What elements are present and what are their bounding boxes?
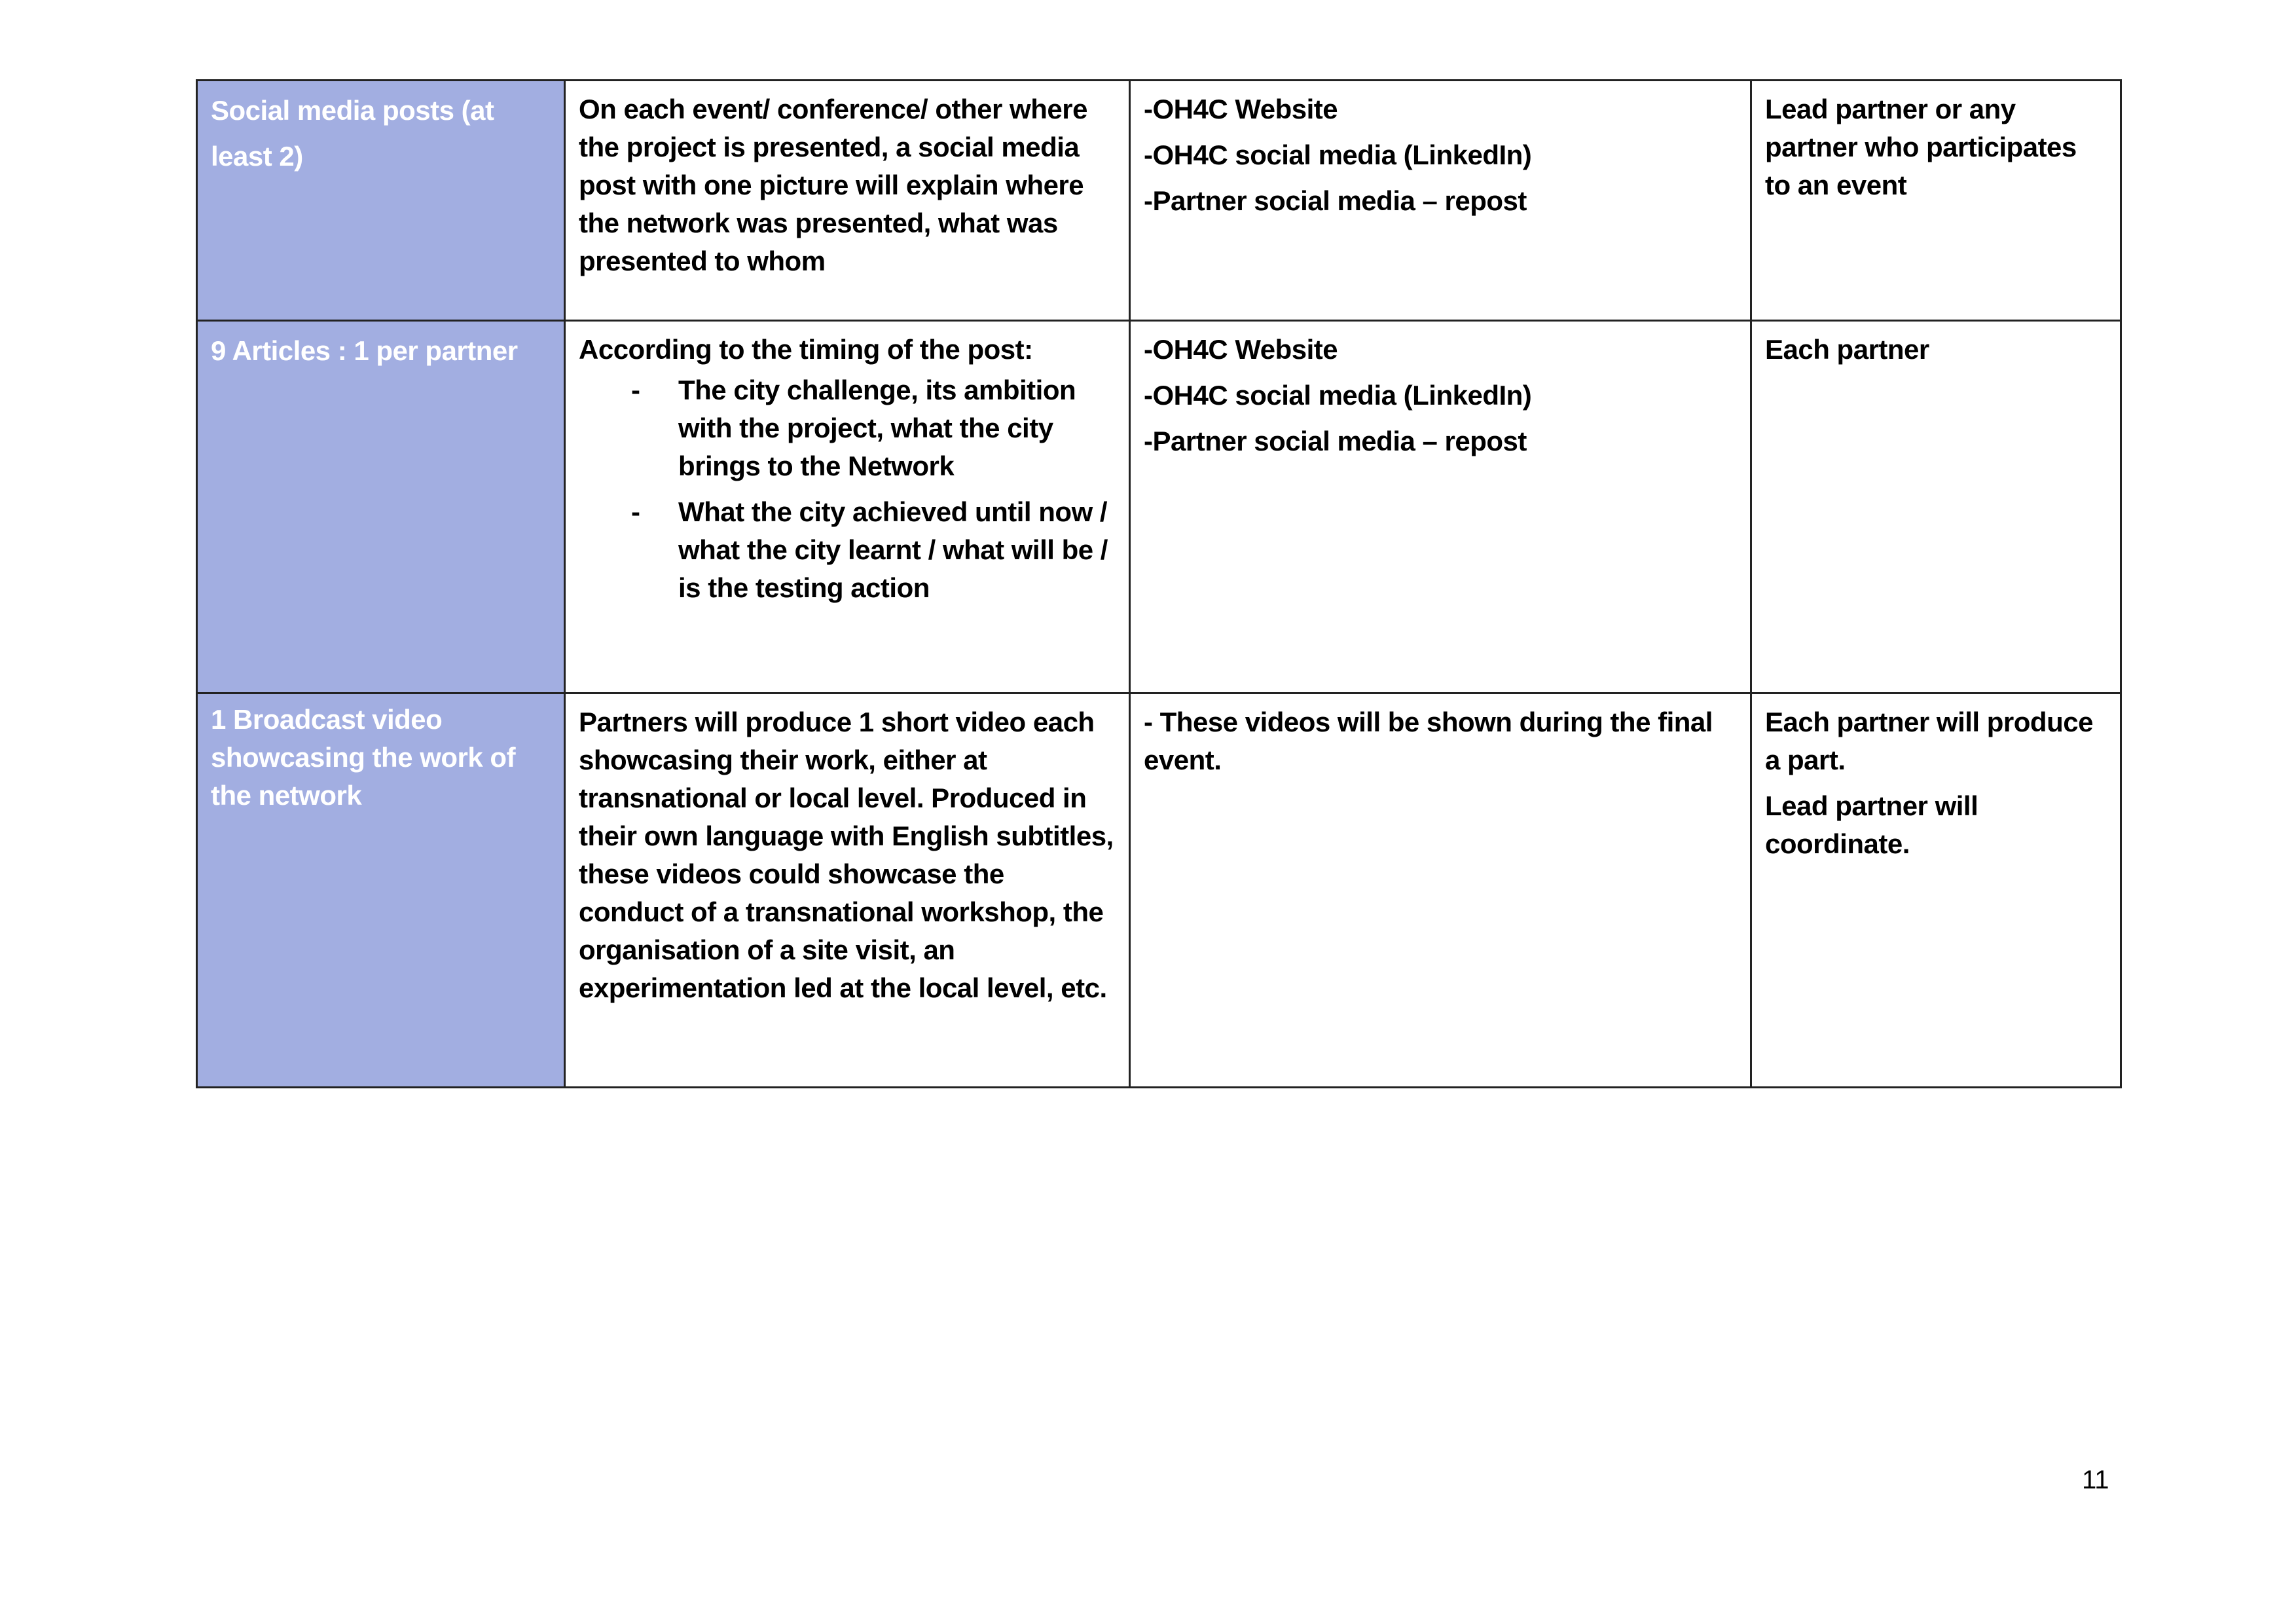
channel: -Partner social media – repost	[1144, 426, 1527, 456]
description-intro: According to the timing of the post:	[579, 334, 1033, 365]
channel: -Partner social media – repost	[1144, 185, 1527, 216]
channel: -OH4C social media (LinkedIn)	[1144, 139, 1532, 170]
bullet-item	[631, 493, 1116, 607]
row-description: Partners will produce 1 short video each showcasing their work, either at transnational or local level. Produced in their own language with English subtitles, these videos could showcase the conduct of a transnational workshop, the organisation of a site visit, an experimentation led at the local level, etc.	[565, 693, 1130, 1088]
responsible: Lead partner will coordinate.	[1765, 790, 1978, 859]
row-responsible	[1751, 693, 2121, 1088]
bullet-text: What the city achieved until now / what the city learnt / what will be / is the testing action	[678, 496, 1108, 603]
responsible: Each partner	[1765, 334, 1929, 365]
channel: -OH4C social media (LinkedIn)	[1144, 380, 1532, 411]
bullet-marker: -	[631, 496, 640, 527]
table-row	[197, 693, 2121, 1088]
row-responsible	[1751, 81, 2121, 321]
row-channels	[1130, 693, 1751, 1088]
channel: - These videos will be shown during the final event.	[1144, 707, 1713, 775]
responsible: Each partner will produce a part.	[1765, 707, 2093, 775]
table-row	[197, 81, 2121, 321]
row-channels	[1130, 81, 1751, 321]
bullet-list	[579, 371, 1116, 607]
bullet-marker: -	[631, 375, 640, 405]
row-description	[565, 321, 1130, 693]
row-responsible	[1751, 321, 2121, 693]
row-title: 1 Broadcast video showcasing the work of the network	[197, 693, 565, 1088]
channel: -OH4C Website	[1144, 334, 1338, 365]
channel: -OH4C Website	[1144, 94, 1338, 124]
responsible: Lead partner or any partner who participates to an event	[1765, 94, 2077, 200]
bullet-item	[631, 371, 1116, 485]
row-title: Social media posts (at least 2)	[197, 81, 565, 321]
row-title: 9 Articles : 1 per partner	[197, 321, 565, 693]
page-number: 11	[2082, 1466, 2109, 1494]
communication-table	[196, 79, 2122, 1088]
row-description: On each event/ conference/ other where the project is presented, a social media post with one picture will explain where the network was presented, what was presented to whom	[565, 81, 1130, 321]
table-row	[197, 321, 2121, 693]
bullet-text: The city challenge, its ambition with the project, what the city brings to the Network	[678, 375, 1076, 481]
row-channels	[1130, 321, 1751, 693]
